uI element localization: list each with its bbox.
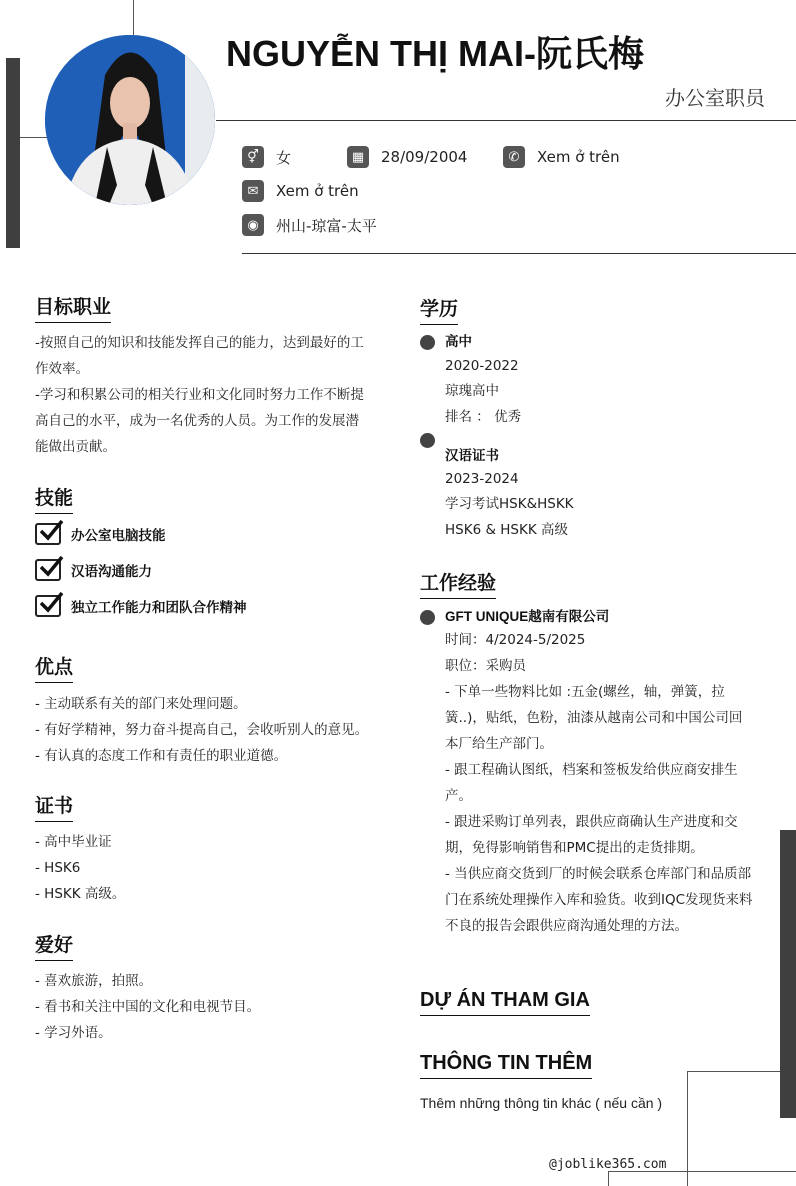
certificates-title: 证书 bbox=[35, 791, 73, 822]
certificate-line: - HSKK 高级。 bbox=[35, 886, 126, 902]
checkbox-checked-icon bbox=[35, 595, 61, 617]
experience-details bbox=[445, 627, 775, 939]
objective-line: -学习和积累公司的相关行业和文化同时努力工作不断提 bbox=[35, 387, 364, 403]
strengths-title: 优点 bbox=[35, 652, 73, 683]
education-rank: 排名 ： 优秀 bbox=[445, 409, 522, 425]
gender-value: 女 bbox=[276, 148, 292, 167]
education-years: 2020-2022 bbox=[445, 358, 519, 374]
objective-line: 作效率。 bbox=[35, 361, 89, 377]
experience-line: 职位：采购员 bbox=[445, 658, 526, 674]
skill-label: 汉语沟通能力 bbox=[71, 564, 152, 580]
experience-company: GFT UNIQUE越南有限公司 bbox=[445, 609, 610, 624]
strength-line: - 有好学精神，努力奋斗提高自己，会收听别人的意见。 bbox=[35, 722, 369, 738]
job-position: 办公室职员 bbox=[665, 86, 765, 110]
objective-title: 目标职业 bbox=[35, 292, 111, 323]
education-years: 2023-2024 bbox=[445, 471, 519, 487]
gender-icon: ⚥ bbox=[242, 146, 264, 168]
extra-info-text: Thêm những thông tin khác ( nếu cần ) bbox=[420, 1095, 663, 1111]
watermark: @joblike365.com bbox=[549, 1157, 667, 1172]
top-vertical-line bbox=[133, 0, 134, 36]
experience-line: - 当供应商交货到厂的时候会联系仓库部门和品质部 bbox=[445, 866, 752, 882]
experience-line: 门在系统处理操作入库和验货。收到IQC发现货来料 bbox=[445, 892, 753, 908]
objective-text bbox=[35, 330, 395, 460]
hobby-line: - 看书和关注中国的文化和电视节目。 bbox=[35, 999, 261, 1015]
birthdate-info bbox=[347, 146, 467, 168]
strength-line: - 有认真的态度工作和有责任的职业道德。 bbox=[35, 748, 288, 764]
experience-title: 工作经验 bbox=[420, 568, 496, 599]
profile-photo-illustration bbox=[45, 35, 215, 205]
checkbox-checked-icon bbox=[35, 559, 61, 581]
phone-icon: ✆ bbox=[503, 146, 525, 168]
timeline-dot bbox=[420, 433, 435, 448]
profile-photo bbox=[45, 35, 215, 205]
hobby-line: - 喜欢旅游，拍照。 bbox=[35, 973, 153, 989]
skill-item bbox=[35, 559, 152, 581]
email-value: Xem ở trên bbox=[276, 182, 359, 200]
strength-line: - 主动联系有关的部门来处理问题。 bbox=[35, 696, 247, 712]
education-school-name: 琼瑰高中 bbox=[445, 383, 499, 399]
email-info bbox=[242, 180, 359, 202]
certificates-text bbox=[35, 829, 395, 907]
skill-item bbox=[35, 523, 166, 545]
experience-line: 期，免得影响销售和PMC提出的走货排期。 bbox=[445, 840, 704, 856]
corner-line-h1 bbox=[687, 1071, 780, 1072]
experience-line: - 下单一些物料比如 :五金(螺丝，轴，弹簧，拉 bbox=[445, 684, 725, 700]
hobbies-title: 爱好 bbox=[35, 930, 73, 961]
skill-label: 独立工作能力和团队合作精神 bbox=[71, 600, 247, 616]
gender-info bbox=[242, 146, 291, 168]
calendar-icon: ▦ bbox=[347, 146, 369, 168]
corner-line-v2 bbox=[608, 1171, 609, 1186]
experience-line: 本厂给生产部门。 bbox=[445, 736, 553, 752]
timeline-dot bbox=[420, 610, 435, 625]
education-detail: HSK6 & HSKK 高级 bbox=[445, 522, 568, 538]
header-divider-top bbox=[216, 120, 796, 121]
education-title: 学历 bbox=[420, 294, 458, 325]
email-icon: ✉ bbox=[242, 180, 264, 202]
certificate-line: - HSK6 bbox=[35, 860, 81, 876]
experience-line: - 跟工程确认图纸，档案和签板发给供应商安排生 bbox=[445, 762, 738, 778]
extra-info-title: THÔNG TIN THÊM bbox=[420, 1052, 592, 1079]
left-accent-bar bbox=[6, 58, 20, 248]
certificate-line: - 高中毕业证 bbox=[35, 834, 112, 850]
checkbox-checked-icon bbox=[35, 523, 61, 545]
strengths-text bbox=[35, 691, 395, 769]
corner-line-v1 bbox=[687, 1071, 688, 1186]
location-pin-icon: ◉ bbox=[242, 214, 264, 236]
address-value: 州山-琼富-太平 bbox=[276, 216, 377, 235]
skill-label: 办公室电脑技能 bbox=[71, 528, 166, 544]
skill-item bbox=[35, 595, 247, 617]
experience-line: 时间：4/2024-5/2025 bbox=[445, 632, 586, 648]
education-certificate: 汉语证书 bbox=[445, 448, 499, 464]
candidate-name: NGUYỄN THỊ MAI-阮氏梅 bbox=[226, 33, 644, 74]
education-school-level: 高中 bbox=[445, 334, 472, 350]
education-detail: 学习考试HSK&HSKK bbox=[445, 496, 574, 512]
right-accent-bar bbox=[780, 830, 796, 1118]
objective-line: -按照自己的知识和技能发挥自己的能力，达到最好的工 bbox=[35, 335, 364, 351]
experience-line: 簧..)，贴纸，色粉，油漆从越南公司和中国公司回 bbox=[445, 710, 743, 726]
phone-info bbox=[503, 146, 620, 168]
projects-title: DỰ ÁN THAM GIA bbox=[420, 989, 590, 1016]
objective-line: 高自己的水平，成为一名优秀的人员。为工作的发展潜 bbox=[35, 413, 359, 429]
timeline-dot bbox=[420, 335, 435, 350]
birthdate-value: 28/09/2004 bbox=[381, 148, 468, 166]
experience-line: - 跟进采购订单列表，跟供应商确认生产进度和交 bbox=[445, 814, 738, 830]
hobby-line: - 学习外语。 bbox=[35, 1025, 112, 1041]
skills-title: 技能 bbox=[35, 483, 73, 514]
left-horizontal-line bbox=[18, 137, 48, 138]
objective-line: 能做出贡献。 bbox=[35, 439, 116, 455]
header-divider-bottom bbox=[242, 253, 796, 254]
address-info bbox=[242, 214, 377, 236]
phone-value: Xem ở trên bbox=[537, 148, 620, 166]
experience-line: 产。 bbox=[445, 788, 472, 804]
hobbies-text bbox=[35, 968, 395, 1046]
experience-line: 不良的报告会跟供应商沟通处理的方法。 bbox=[445, 918, 688, 934]
